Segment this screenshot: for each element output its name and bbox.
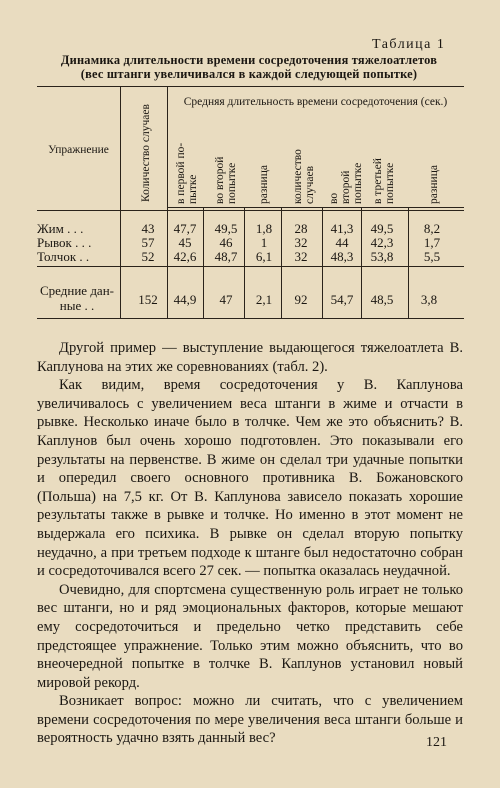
table-cell: 1,7 (423, 235, 441, 250)
table-cell: 2,1 (255, 292, 273, 307)
table-cell: 3,8 (420, 292, 438, 307)
table-cell: 49,5 (214, 221, 238, 236)
table-bottom-rule (37, 318, 464, 319)
table-caption (36, 53, 462, 81)
table-cell: 57 (141, 235, 155, 250)
rows-bottom-rule (37, 266, 464, 267)
table-cell: 5,5 (423, 249, 441, 264)
table-cell: 47,7 (173, 221, 197, 236)
table-cell: 28 (294, 221, 308, 236)
table-cell: 46 (219, 235, 233, 250)
table-cell: 1,8 (255, 221, 273, 236)
row-label: Рывок . . . (37, 235, 92, 250)
header-second-attempt: во второй попытке (214, 156, 238, 204)
header-mean-duration: Средняя длительность времени сосредоточения (сек.) (183, 96, 448, 108)
paragraph: Другой пример — выступление выдающегося тяжелоатлета В. Каплунова на этих же соревнованиях (табл. 2). (37, 340, 463, 375)
col-rule-3 (203, 208, 204, 318)
subheader-rule (167, 207, 464, 208)
table-cell: 47 (219, 292, 233, 307)
col-rule-2 (167, 86, 168, 318)
table-cell: 48,7 (214, 249, 238, 264)
table-cell: 44,9 (173, 292, 197, 307)
body-text (37, 339, 463, 748)
col-rule-5 (281, 208, 282, 318)
table-cell: 54,7 (330, 292, 354, 307)
caption-line-2: (вес штанги увеличивался в каждой следующей попытке) (80, 67, 418, 81)
page-number: 121 (426, 735, 447, 750)
table-cell: 152 (138, 292, 158, 307)
col-rule-4 (244, 208, 245, 318)
table-cell: 32 (294, 249, 308, 264)
header-bottom-rule (37, 210, 464, 211)
header-count-2: количество случаев (292, 149, 316, 204)
average-row-label: Средние дан- ные . . (40, 283, 114, 313)
table-cell: 42,3 (370, 235, 394, 250)
table-cell: 45 (178, 235, 192, 250)
header-third-attempt: в третьей попытке (372, 158, 396, 204)
header-count: Количество случаев (140, 104, 152, 202)
row-label: Толчок . . (37, 249, 90, 264)
table-cell: 8,2 (423, 221, 441, 236)
table-cell: 6,1 (255, 249, 273, 264)
table-cell: 53,8 (370, 249, 394, 264)
table-cell: 41,3 (330, 221, 354, 236)
table-cell: 44 (335, 235, 349, 250)
header-exercise: Упражнение (48, 144, 109, 156)
paragraph: Возникает вопрос: можно ли считать, что с увеличением времени сосредоточения по мере увеличения веса штанги больше и вероятность удачно взять данный вес? (37, 693, 463, 747)
col-rule-1 (120, 86, 121, 318)
header-second-attempt-2: во второй попытке (328, 162, 364, 204)
table-cell: 43 (141, 221, 155, 236)
table-cell: 49,5 (370, 221, 394, 236)
table-cell: 92 (294, 292, 308, 307)
table-cell: 48,5 (370, 292, 394, 307)
header-difference-2: разница (428, 165, 440, 204)
table-cell: 48,3 (330, 249, 354, 264)
header-first-attempt: в первой по- пытке (175, 142, 199, 204)
table-cell: 32 (294, 235, 308, 250)
row-label: Жим . . . (37, 221, 84, 236)
header-difference-1: разница (258, 165, 270, 204)
paragraph: Очевидно, для спортсмена существенную роль играет не только вес штанги, но и ряд эмоциональных факторов, которые мешают ему сосредоточиться и предельно четко представить себе предстоящее упражнение. Только этим можно объяснить, что во внеочередной попытке в толчке В. Каплунов установил новый мировой рекорд. (37, 581, 463, 691)
table-cell: 1 (260, 235, 268, 250)
paragraph: Как видим, время сосредоточения у В. Каплунова увеличивалось с увеличением веса штанги в жиме и отчасти в рывке. Несколько иначе было в толчке. Чем же это объяснить? В. Каплунов был очень хорошо подготовлен. Это показывали его результаты на первенстве. В жиме он сделал три удачные попытки и опередил своего основного противника В. Божановского (Польша) на 7,5 кг. От В. Каплунова зависело показать хорошие результаты также в рывке и толчке. Но именно в этот момент не выдержала его психика. В рывке он сделал вторую попытку неудачно, а при третьем подходе к штанге был недостаточно собран и сосредоточивался всего 27 сек. — попытка оказалась неудачной. (37, 377, 463, 580)
table-cell: 52 (141, 249, 155, 264)
table-top-rule (37, 86, 464, 87)
table-label: Таблица 1 (372, 37, 446, 52)
table-cell: 42,6 (173, 249, 197, 264)
caption-line-1: Динамика длительности времени сосредоточения тяжелоатлетов (60, 53, 438, 67)
